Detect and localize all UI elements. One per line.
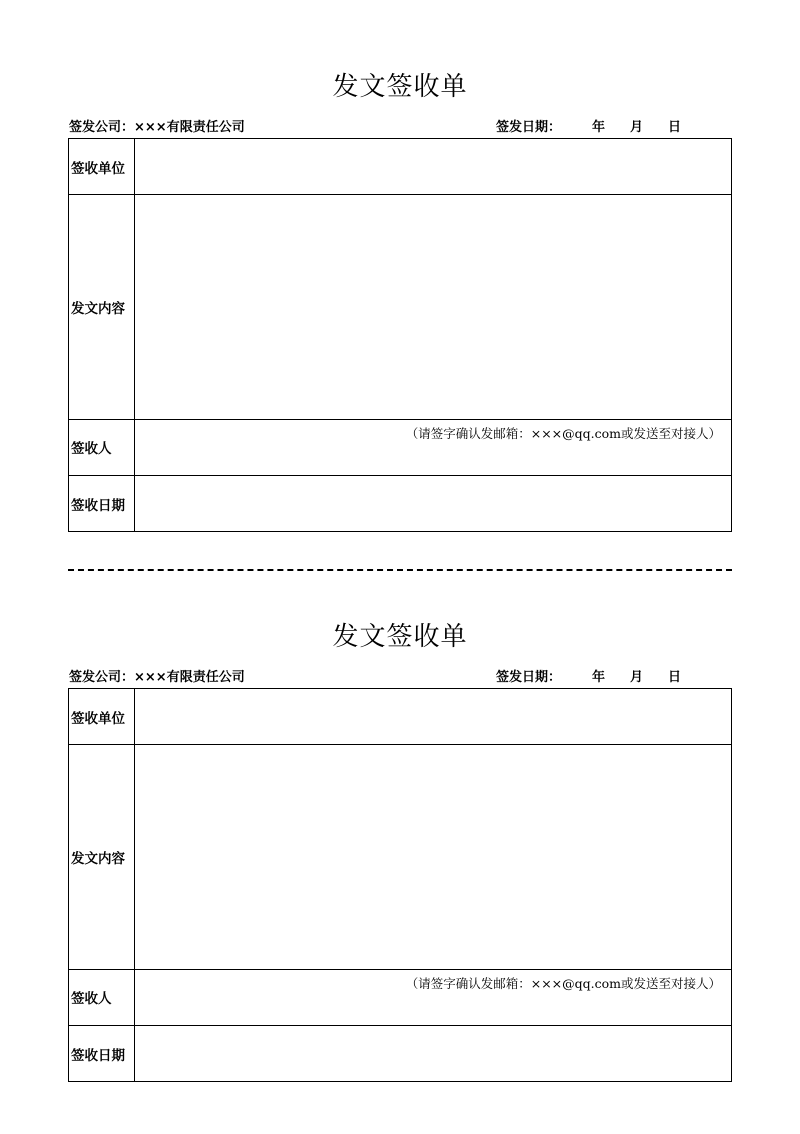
issue-date-day: 日: [668, 120, 682, 135]
issuing-company-value: ×××有限责任公司: [134, 670, 245, 685]
receipt-table: [68, 138, 732, 532]
sign-date-field[interactable]: [135, 476, 731, 531]
issuing-company-label: 签发公司：: [69, 120, 135, 135]
signature-note: （请签字确认发邮箱：×××@qq.com或发送至对接人）: [405, 426, 721, 441]
row-signer: [69, 970, 731, 1026]
receipt-table: [68, 688, 732, 1082]
receiving-unit-field[interactable]: [135, 139, 731, 194]
form-title: 发文签收单: [332, 72, 468, 102]
issuing-company-label: 签发公司：: [69, 670, 135, 685]
document-content-field[interactable]: [135, 745, 731, 969]
issue-date-month: 月: [630, 120, 644, 135]
issue-date: [496, 666, 681, 685]
sign-date-label: 签收日期: [69, 1026, 135, 1081]
issue-date-year: 年: [592, 120, 606, 135]
row-sign-date: [69, 476, 731, 531]
signer-field[interactable]: [135, 420, 731, 475]
row-receiving-unit: [69, 689, 731, 745]
issue-date: [496, 116, 681, 135]
signer-label: 签收人: [69, 970, 135, 1025]
receiving-unit-label: 签收单位: [69, 139, 135, 194]
sign-date-label: 签收日期: [69, 476, 135, 531]
sign-date-field[interactable]: [135, 1026, 731, 1081]
issue-date-day: 日: [668, 670, 682, 685]
signer-field[interactable]: [135, 970, 731, 1025]
document-content-field[interactable]: [135, 195, 731, 419]
receiving-unit-field[interactable]: [135, 689, 731, 744]
row-sign-date: [69, 1026, 731, 1081]
issue-date-year: 年: [592, 670, 606, 685]
receiving-unit-label: 签收单位: [69, 689, 135, 744]
row-document-content: [69, 195, 731, 420]
document-content-label: 发文内容: [69, 745, 135, 969]
row-receiving-unit: [69, 139, 731, 195]
cut-line-divider: [68, 569, 732, 571]
row-signer: [69, 420, 731, 476]
signature-note: （请签字确认发邮箱：×××@qq.com或发送至对接人）: [405, 976, 721, 991]
issuing-company-value: ×××有限责任公司: [134, 120, 245, 135]
form-title: 发文签收单: [332, 622, 468, 652]
row-document-content: [69, 745, 731, 970]
signer-label: 签收人: [69, 420, 135, 475]
issue-date-month: 月: [630, 670, 644, 685]
issue-date-label: 签发日期：: [496, 120, 562, 135]
issuing-company: [69, 666, 245, 685]
document-content-label: 发文内容: [69, 195, 135, 419]
issuing-company: [69, 116, 245, 135]
issue-date-label: 签发日期：: [496, 670, 562, 685]
